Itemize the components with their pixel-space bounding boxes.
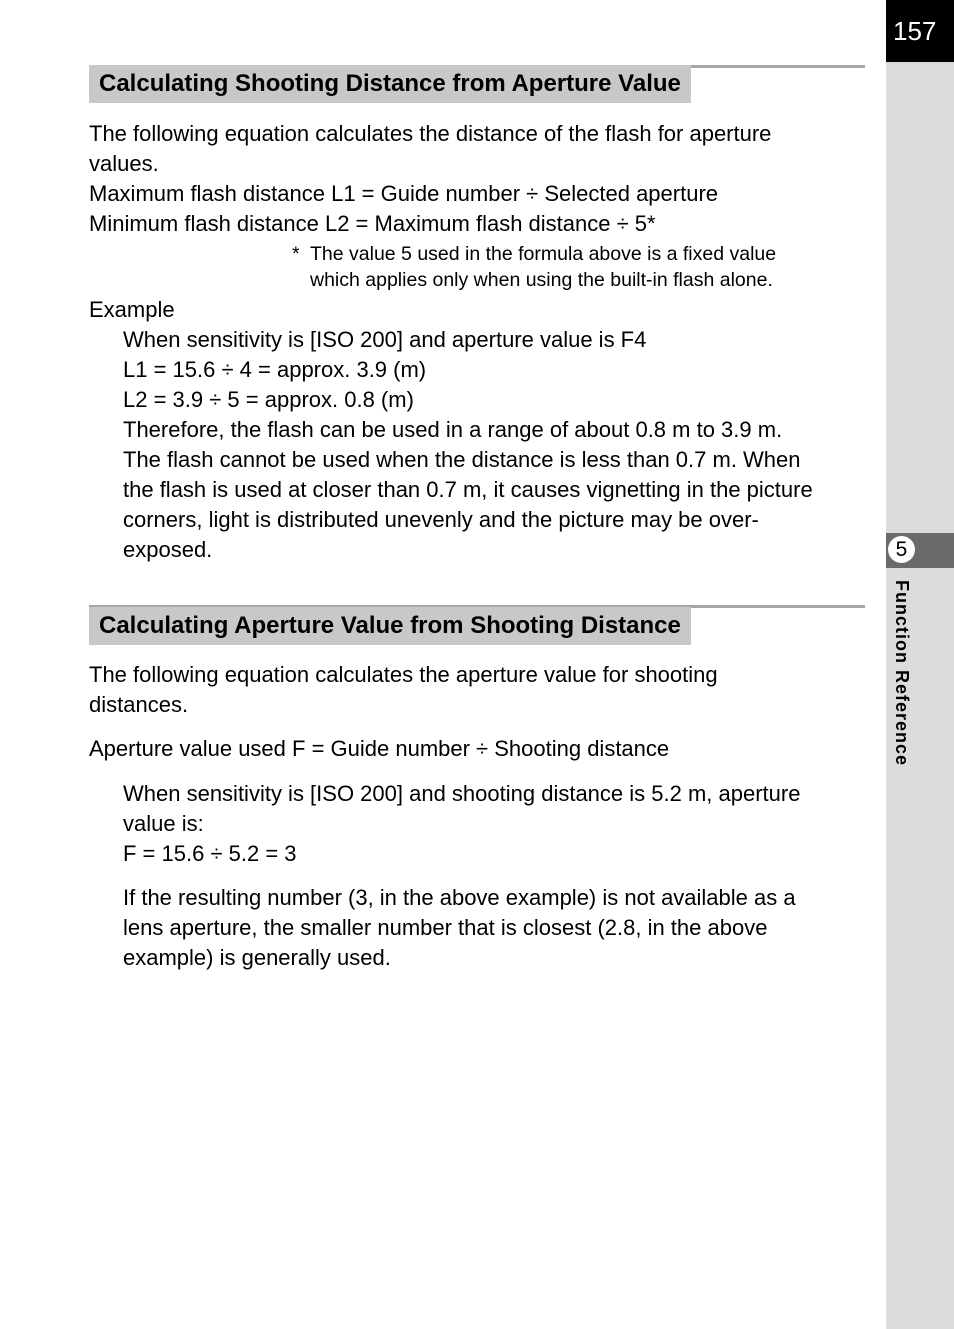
footnote-mark: * <box>292 243 300 265</box>
example-line: exposed. <box>123 537 213 562</box>
example-label: Example <box>89 297 175 322</box>
example-line: the flash is used at closer than 0.7 m, it causes vignetting in the picture <box>123 477 813 502</box>
example-line: When sensitivity is [ISO 200] and shooting distance is 5.2 m, aperture <box>123 781 801 806</box>
example-line: F = 15.6 ÷ 5.2 = 3 <box>123 841 297 866</box>
paragraph-line: The following equation calculates the aperture value for shooting <box>89 662 718 687</box>
example-line: L2 = 3.9 ÷ 5 = approx. 0.8 (m) <box>123 387 414 412</box>
note-line: example) is generally used. <box>123 945 391 970</box>
paragraph-line: distances. <box>89 692 189 717</box>
formula-line: Minimum flash distance L2 = Maximum flash distance ÷ 5* <box>89 211 656 236</box>
formula-line: Aperture value used F = Guide number ÷ Shooting distance <box>89 736 670 761</box>
section-heading: Calculating Shooting Distance from Aperture Value <box>89 65 691 103</box>
example-line: corners, light is distributed unevenly and the picture may be over- <box>123 507 759 532</box>
footnote-line: The value 5 used in the formula above is a fixed value <box>310 243 777 265</box>
section-heading: Calculating Aperture Value from Shooting Distance <box>89 607 691 645</box>
formula-line: Maximum flash distance L1 = Guide number ÷ Selected aperture <box>89 181 719 206</box>
chapter-number: 5 <box>888 536 915 563</box>
note-line: lens aperture, the smaller number that is closest (2.8, in the above <box>123 915 768 940</box>
note-line: If the resulting number (3, in the above example) is not available as a <box>123 885 796 910</box>
paragraph-line: The following equation calculates the distance of the flash for aperture <box>89 121 772 146</box>
example-line: Therefore, the flash can be used in a range of about 0.8 m to 3.9 m. <box>123 417 783 442</box>
example-line: value is: <box>123 811 204 836</box>
footnote-line: which applies only when using the built-in flash alone. <box>310 269 773 291</box>
chapter-title: Function Reference <box>892 580 912 767</box>
paragraph-line: values. <box>89 151 159 176</box>
example-line: L1 = 15.6 ÷ 4 = approx. 3.9 (m) <box>123 357 427 382</box>
page-number: 157 <box>886 0 954 62</box>
example-line: The flash cannot be used when the distance is less than 0.7 m. When <box>123 447 801 472</box>
example-line: When sensitivity is [ISO 200] and aperture value is F4 <box>123 327 647 352</box>
